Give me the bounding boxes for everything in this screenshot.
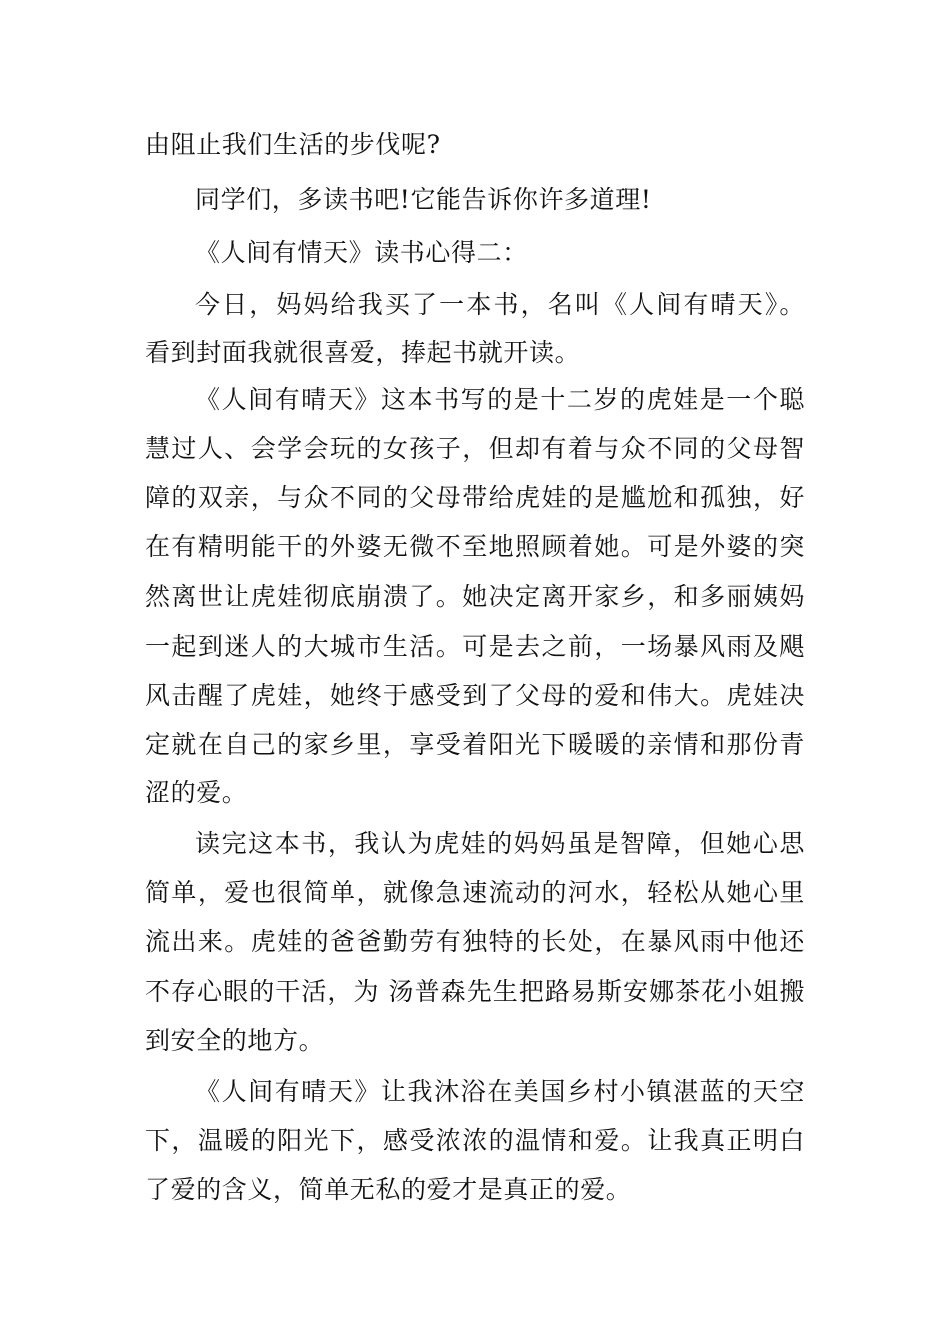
text-line: 风击醒了虎娃，她终于感受到了父母的爱和伟大。虎娃决 [145,681,805,710]
text-line: 到安全的地方。 [145,1026,325,1055]
text-line: 看到封面我就很喜爱，捧起书就开读。 [145,338,581,367]
text-line: 读完这本书，我认为虎娃的妈妈虽是智障，但她心思 [195,829,805,858]
text-line: 不存心眼的干活，为 汤普森先生把路易斯安娜茶花小姐搬 [145,977,805,1006]
text-line: 了爱的含义，简单无私的爱才是真正的爱。 [145,1175,632,1204]
text-line: 一起到迷人的大城市生活。可是去之前，一场暴风雨及飓 [145,632,805,661]
text-line: 定就在自己的家乡里，享受着阳光下暖暖的亲情和那份青 [145,730,805,759]
text-line: 慧过人、会学会玩的女孩子，但却有着与众不同的父母智 [145,434,805,463]
text-line: 今日，妈妈给我买了一本书，名叫《人间有晴天》。 [195,290,805,319]
text-line: 简单，爱也很简单，就像急速流动的河水，轻松从她心里 [145,878,805,907]
text-line: 涩的爱。 [145,778,248,807]
text-line: 在有精明能干的外婆无微不至地照顾着她。可是外婆的突 [145,532,805,561]
text-line: 《人间有晴天》这本书写的是十二岁的虎娃是一个聪 [195,385,805,414]
text-line: 《人间有晴天》让我沐浴在美国乡村小镇湛蓝的天空 [195,1077,805,1106]
section-heading: 《人间有情天》读书心得二： [195,238,528,267]
text-line: 然离世让虎娃彻底崩溃了。她决定离开家乡，和多丽姨妈 [145,582,805,611]
text-line: 流出来。虎娃的爸爸勤劳有独特的长处，在暴风雨中他还 [145,927,805,956]
text-line: 障的双亲，与众不同的父母带给虎娃的是尴尬和孤独，好 [145,483,805,512]
text-line: 同学们，多读书吧!它能告诉你许多道理! [195,185,652,214]
text-line: 下，温暖的阳光下，感受浓浓的温情和爱。让我真正明白 [145,1126,805,1155]
text-line: 由阻止我们生活的步伐呢? [145,130,441,159]
